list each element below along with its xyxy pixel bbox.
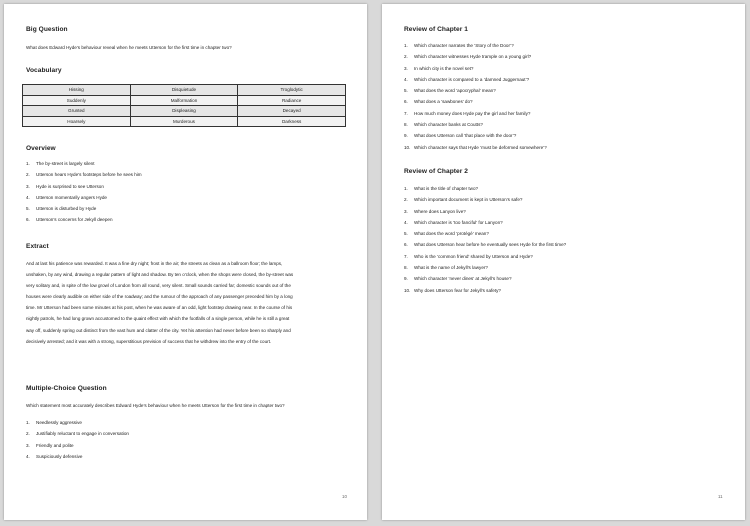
list-item-text: Utterson’s concerns for Jekyll deepen [36, 217, 113, 223]
review-question [404, 262, 734, 273]
list-number: 2. [404, 197, 408, 203]
list-number: 5. [26, 206, 30, 212]
vocabulary-row [23, 95, 346, 106]
vocabulary-row [23, 116, 346, 127]
left-page [4, 4, 367, 520]
overview-item [26, 203, 356, 214]
list-item-text: Which character ‘never dines’ at Jekyll’s house? [414, 276, 512, 282]
list-item-text: Where does Lanyon live? [414, 208, 466, 214]
list-item-text: Suspiciously defensive [36, 453, 83, 459]
vocabulary-word: Hissing [23, 85, 131, 96]
list-number: 4. [404, 219, 408, 225]
list-number: 4. [26, 453, 30, 459]
right-page [382, 4, 745, 520]
list-number: 5. [404, 88, 408, 94]
list-item-text: Utterson is disturbed by Hyde [36, 206, 97, 212]
vocabulary-heading: Vocabulary [26, 67, 62, 74]
vocabulary-word: Troglodytic [238, 85, 346, 96]
list-number: 9. [404, 276, 408, 282]
list-item-text: Which character witnesses Hyde trample on a young girl? [414, 54, 532, 60]
list-number: 2. [26, 431, 30, 437]
list-item-text: Which important document is kept in Utterson’s safe? [414, 197, 523, 203]
review-question [404, 206, 734, 217]
list-item-text: What does a ‘sawbones’ do? [414, 99, 473, 105]
list-number: 1. [26, 420, 30, 425]
list-number: 1. [26, 161, 30, 166]
list-item-text: Which character banks at Coutts? [414, 122, 483, 128]
review-question [404, 273, 734, 284]
review-question [404, 40, 734, 51]
list-number: 1. [404, 186, 408, 191]
overview-item [26, 192, 356, 203]
overview-list [26, 158, 356, 226]
review-question [404, 130, 734, 141]
review-question [404, 183, 734, 194]
list-number: 8. [404, 122, 408, 128]
vocabulary-row [23, 85, 346, 96]
list-item-text: Which character narrates the ‘Story of the Door’? [414, 43, 514, 48]
list-number: 6. [404, 242, 408, 248]
overview-item [26, 214, 356, 225]
list-number: 7. [404, 110, 408, 116]
review-question [404, 108, 734, 119]
list-item-text: How much money does Hyde pay the girl and her family? [414, 110, 531, 116]
vocabulary-word: Hoarsely [23, 116, 131, 127]
extract-text: And at last his patience was rewarded. It was a fine dry night; frost in the air; the streets as clean as a ballroom floor; the lamps, unshaken, by any wind, drawing a regular pattern of light and shadow. By ten o’clock, when the shops were closed, the by-street was very solitary and, in spite of the low growl of London from all round, very silent. Small sounds carried far; domestic sounds out of the houses were clearly audible on either side of the roadway; and the rumour of the approach of any passenger preceded him by a long time. Mr Utterson had been some minutes at his post, when he was aware of an odd, light footstep drawing near. In the course of his nightly patrols, he had long grown accustomed to the quaint effect with which the footfalls of a single person, while he is still a great way off, suddenly spring out distinct from the vast hum and clatter of the city. Yet his attention had never before been so sharply and decisively arrested; and it was with a strong, superstitious prevision of success that he withdrew into the entry of the court. [26, 261, 294, 344]
list-number: 8. [404, 265, 408, 271]
review-question [404, 239, 734, 250]
vocabulary-word: Suddenly [23, 95, 131, 106]
list-item-text: Hyde is surprised to see Utterson [36, 183, 104, 189]
review-question [404, 217, 734, 228]
list-number: 9. [404, 133, 408, 139]
review-question [404, 51, 734, 62]
mcq-option [26, 440, 356, 451]
review-chapter-1-list [404, 40, 734, 153]
vocabulary-word: Darkness [238, 116, 346, 127]
review-question [404, 96, 734, 107]
mcq-option [26, 417, 356, 428]
vocabulary-row [23, 106, 346, 117]
list-number: 7. [404, 253, 408, 259]
vocabulary-word: Disquietude [130, 85, 238, 96]
list-item-text: Who is the ‘common friend’ shared by Utterson and Hyde? [414, 253, 533, 259]
vocabulary-word: Murderous [130, 116, 238, 127]
list-item-text: What does the word ‘protégé’ mean? [414, 231, 489, 237]
vocabulary-word: Radiance [238, 95, 346, 106]
vocabulary-word: Malformation [130, 95, 238, 106]
extract-heading: Extract [26, 243, 49, 250]
list-item-text: Needlessly aggressive [36, 420, 82, 425]
page-number: 10 [342, 494, 347, 499]
vocabulary-word: Grunted [23, 106, 131, 117]
list-number: 5. [404, 231, 408, 237]
overview-item [26, 158, 356, 169]
review-question [404, 63, 734, 74]
mcq-question: Which statement most accurately describes Edward Hyde’s behaviour when he meets Utterson for the first time in chapter two? [26, 403, 285, 408]
review-question [404, 194, 734, 205]
list-number: 3. [26, 183, 30, 189]
overview-item [26, 181, 356, 192]
list-item-text: Justifiably reluctant to engage in conversation [36, 431, 129, 437]
vocabulary-word: Decayed [238, 106, 346, 117]
list-number: 2. [404, 54, 408, 60]
review-question [404, 142, 734, 153]
list-item-text: What is the title of chapter two? [414, 186, 479, 191]
list-number: 4. [26, 194, 30, 200]
list-item-text: In which city is the novel set? [414, 65, 474, 71]
list-item-text: Which character is ‘too fanciful’ for Lanyon? [414, 219, 503, 225]
list-item-text: Why does Utterson fear for Jekyll’s safety? [414, 287, 501, 293]
list-number: 6. [404, 99, 408, 105]
list-item-text: Utterson momentarily angers Hyde [36, 194, 107, 200]
mcq-option [26, 428, 356, 439]
review-question [404, 119, 734, 130]
list-number: 10. [404, 144, 411, 150]
list-item-text: Utterson hears Hyde’s footsteps before he sees him [36, 172, 142, 178]
review-question [404, 251, 734, 262]
review-question [404, 74, 734, 85]
list-item-text: What does Utterson call ‘that place with the door’? [414, 133, 517, 139]
list-number: 3. [404, 65, 408, 71]
review-chapter-1-heading: Review of Chapter 1 [404, 26, 468, 33]
list-number: 10. [404, 287, 411, 293]
overview-item [26, 169, 356, 180]
vocabulary-table [22, 84, 346, 127]
list-number: 6. [26, 217, 30, 223]
big-question-heading: Big Question [26, 26, 68, 33]
mcq-option [26, 451, 356, 462]
list-item-text: What is the name of Jekyll’s lawyer? [414, 265, 488, 271]
list-number: 4. [404, 76, 408, 82]
list-item-text: Which character is compared to a ‘damned Juggernaut’? [414, 76, 530, 82]
mcq-options [26, 417, 356, 462]
list-number: 2. [26, 172, 30, 178]
vocabulary-word: Displeasing [130, 106, 238, 117]
review-question [404, 85, 734, 96]
list-item-text: The by-street is largely silent [36, 161, 95, 166]
mcq-heading: Multiple-Choice Question [26, 385, 107, 392]
list-number: 3. [26, 442, 30, 448]
review-chapter-2-heading: Review of Chapter 2 [404, 168, 468, 175]
review-question [404, 228, 734, 239]
list-item-text: What does Utterson hear before he eventually sees Hyde for the first time? [414, 242, 567, 248]
page-number: 11 [718, 494, 723, 499]
list-item-text: Which character says that Hyde ‘must be deformed somewhere’? [414, 144, 547, 150]
review-question [404, 285, 734, 296]
list-number: 1. [404, 43, 408, 48]
list-item-text: Friendly and polite [36, 442, 74, 448]
review-chapter-2-list [404, 183, 734, 296]
list-number: 3. [404, 208, 408, 214]
big-question-text: What does Edward Hyde’s behaviour reveal when he meets Utterson for the first time in chapter two? [26, 45, 232, 50]
list-item-text: What does the word ‘apocryphal’ mean? [414, 88, 496, 94]
overview-heading: Overview [26, 145, 56, 152]
